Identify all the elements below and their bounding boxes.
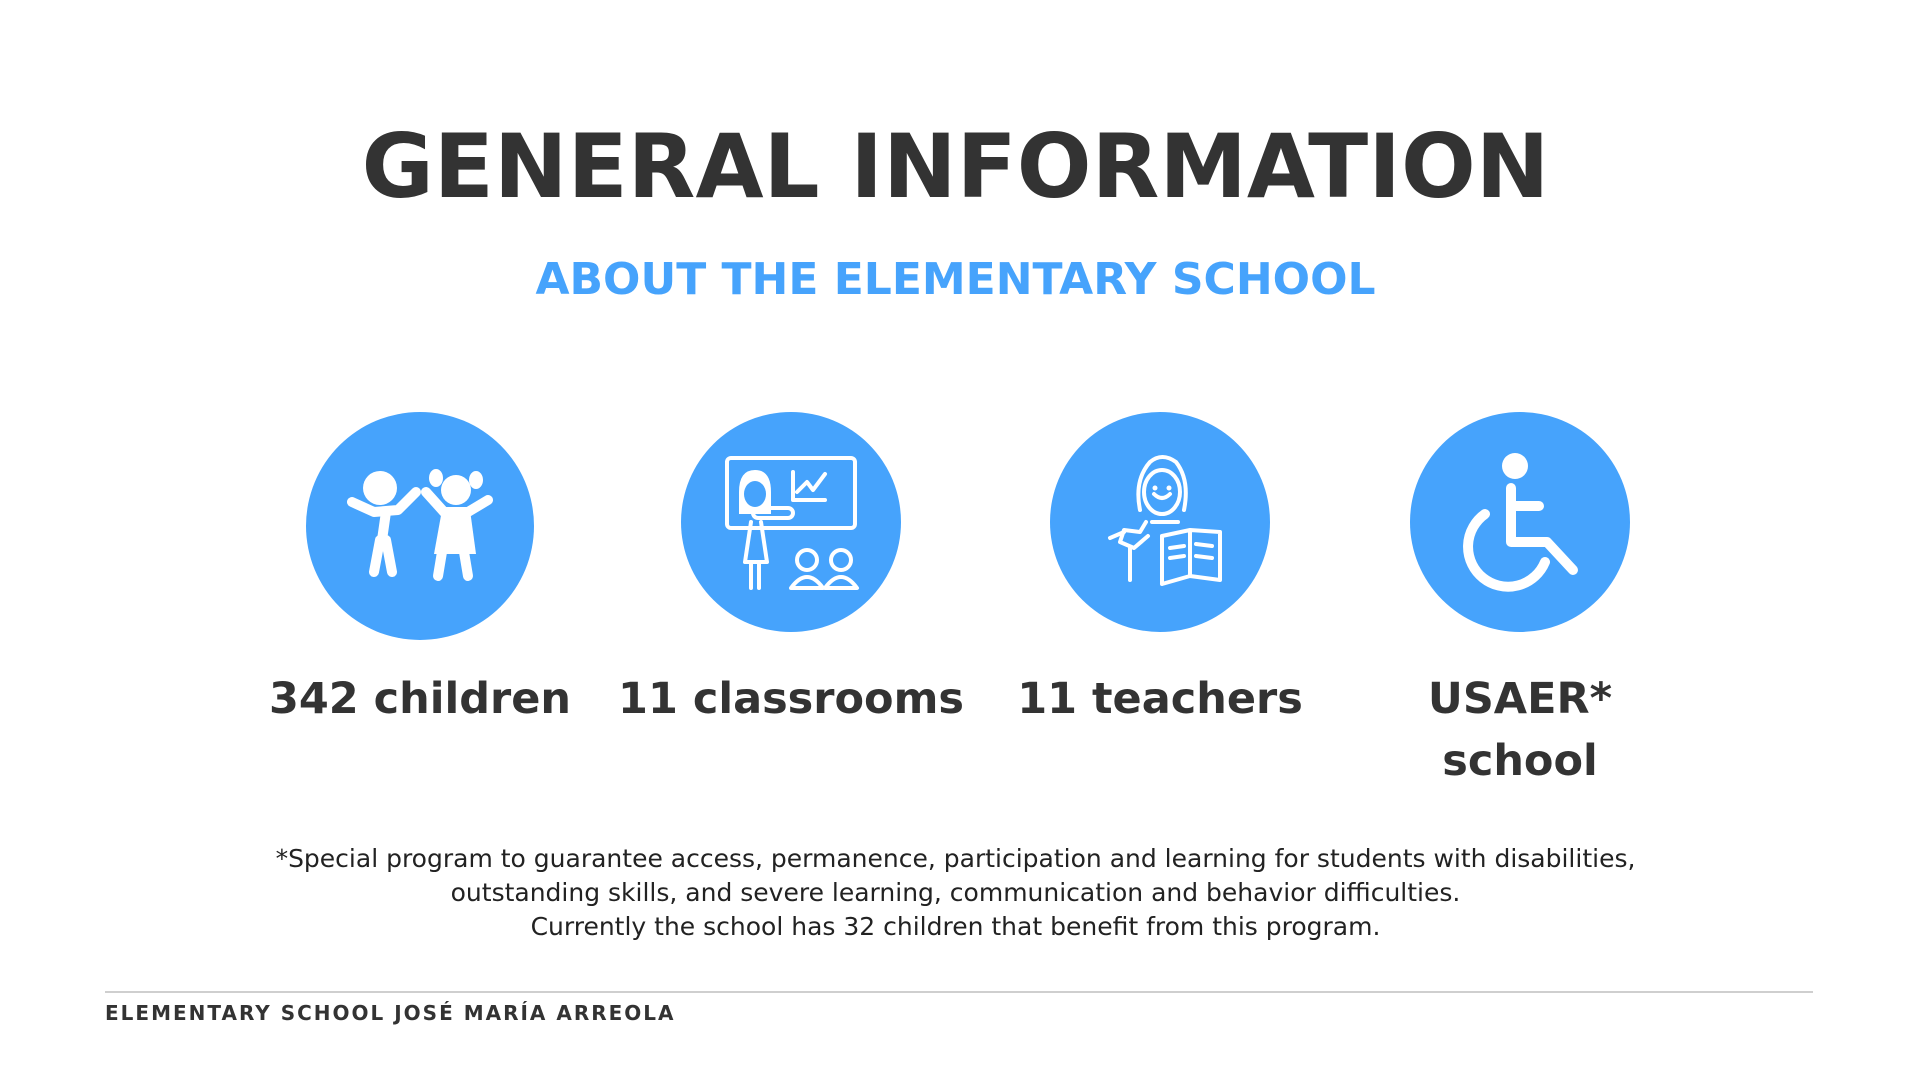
page-subtitle: ABOUT THE ELEMENTARY SCHOOL <box>535 254 1376 305</box>
wheelchair-icon <box>1455 452 1585 592</box>
page-title: GENERAL INFORMATION <box>361 115 1550 218</box>
stat-children <box>230 412 610 730</box>
stat-label: 11 teachers <box>1017 674 1303 724</box>
footer-divider <box>105 991 1813 993</box>
footnote-line: outstanding skills, and severe learning, communication and behavior difficulties. <box>450 878 1461 907</box>
stat-label <box>1330 668 1710 792</box>
stat-label-line: USAER* <box>1427 674 1613 724</box>
children-playing-icon <box>330 466 510 586</box>
stat-icon-circle <box>681 412 901 632</box>
stat-usaer <box>1330 412 1710 792</box>
footnote <box>0 842 1911 944</box>
footer-school-name: ELEMENTARY SCHOOL JOSÉ MARÍA ARREOLA <box>105 1001 676 1025</box>
stat-icon-circle <box>1410 412 1630 632</box>
stat-label: 11 classrooms <box>618 674 964 724</box>
stat-label: 342 children <box>268 674 572 724</box>
stat-classrooms <box>601 412 981 730</box>
teacher-presentation-icon <box>721 452 861 592</box>
teacher-with-book-icon <box>1090 452 1230 592</box>
footnote-line: Currently the school has 32 children that benefit from this program. <box>530 912 1381 941</box>
stat-teachers <box>970 412 1350 730</box>
footnote-line: *Special program to guarantee access, permanence, participation and learning for students with disabilities, <box>275 844 1636 873</box>
stat-icon-circle <box>1050 412 1270 632</box>
stat-label-line: school <box>1442 736 1598 786</box>
stat-icon-circle <box>306 412 534 640</box>
